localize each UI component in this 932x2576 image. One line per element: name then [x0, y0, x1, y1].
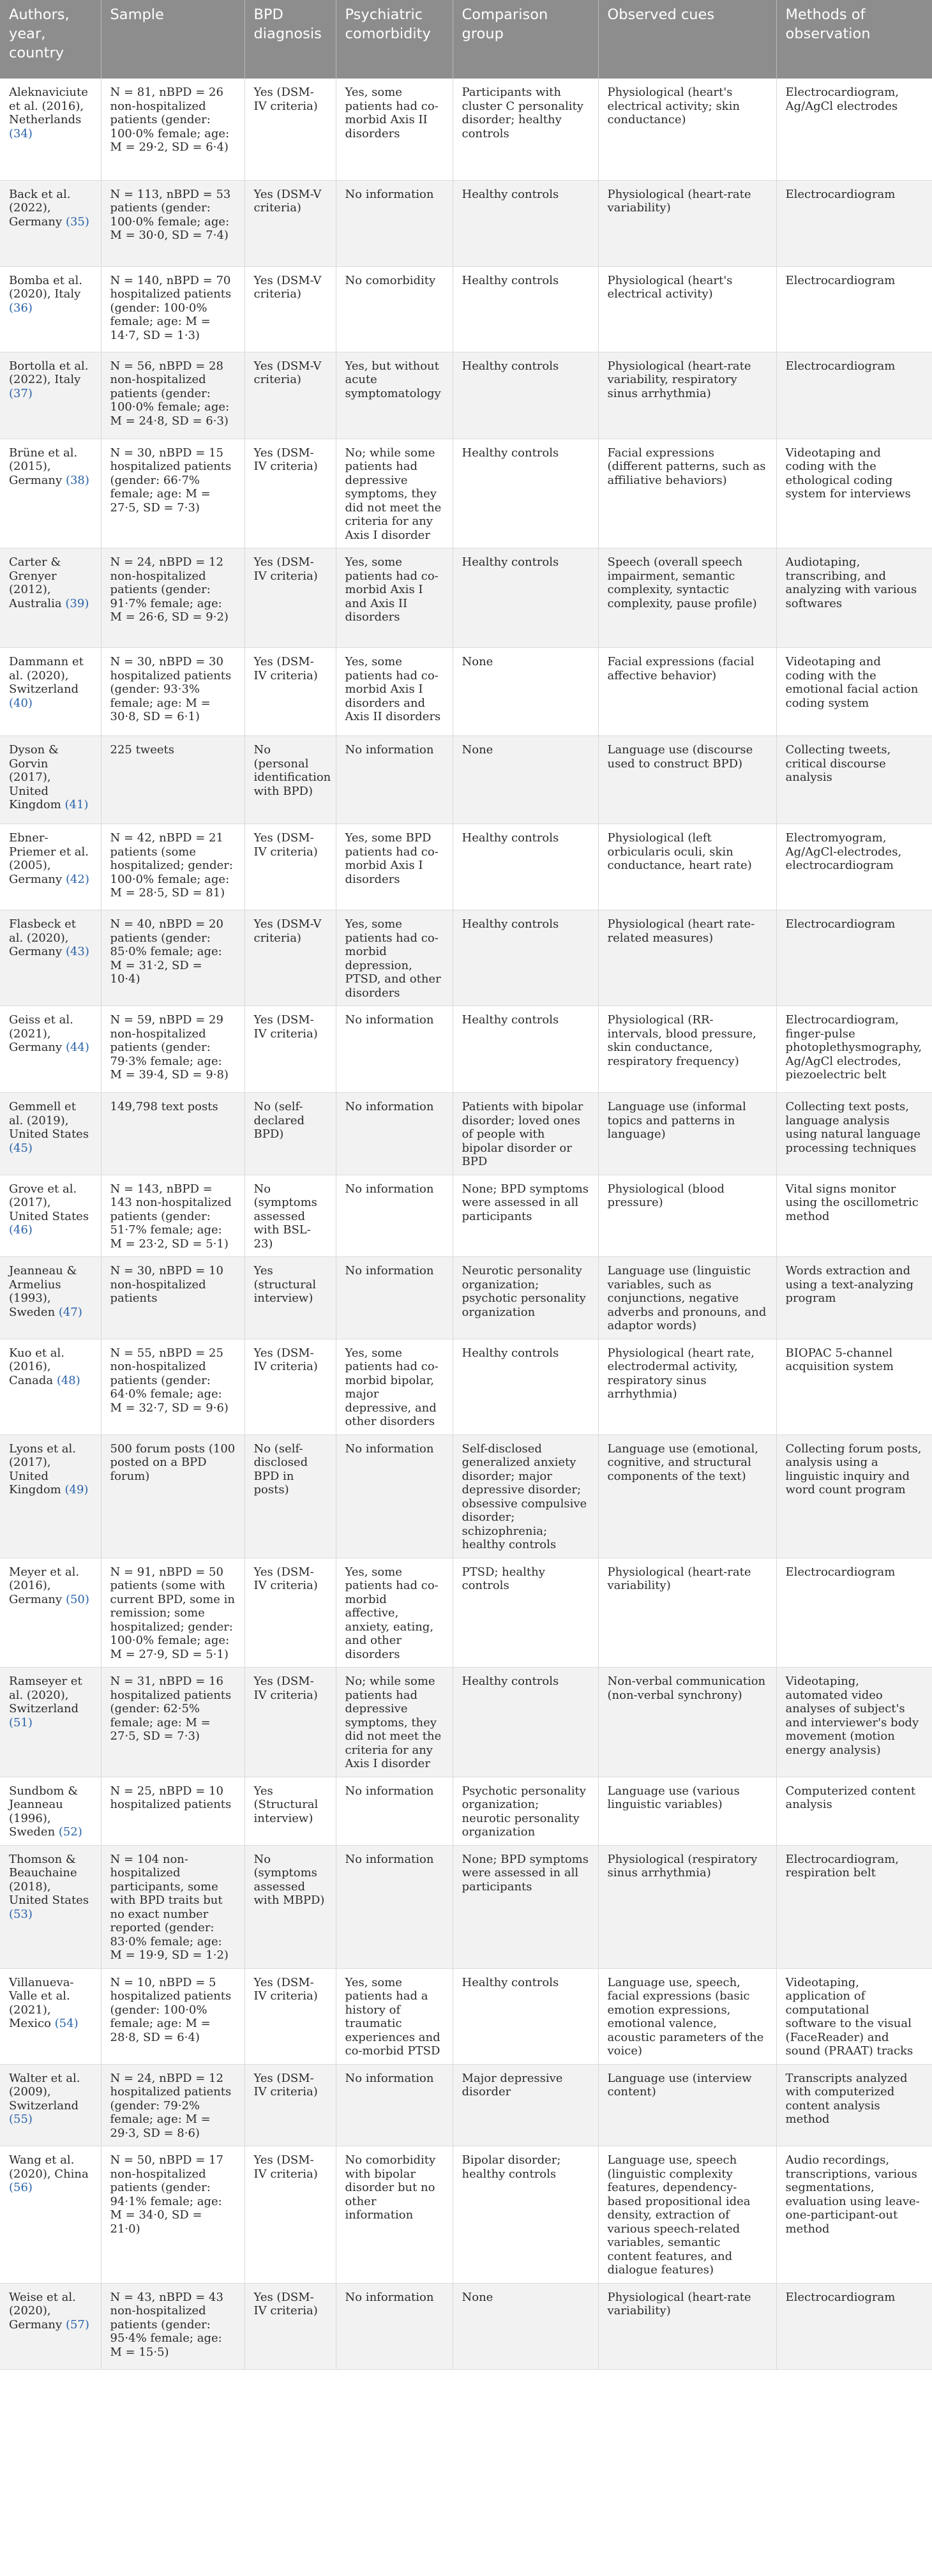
author-citation: Ebner-Priemer et al. (2005), Germany [9, 831, 89, 886]
author-citation: Kuo et al. (2016), Canada [9, 1346, 65, 1387]
cell-methods-of-observation: Computerized content analysis [776, 1777, 932, 1845]
cell-sample: N = 59, nBPD = 29 non-hospitalized patients (gender: 79·3% female; age: M = 39·4, SD = 9·8) [101, 1006, 244, 1093]
cell-bpd-diagnosis: Yes (DSM-IV criteria) [244, 2064, 336, 2146]
cell-bpd-diagnosis: Yes (Structural interview) [244, 1777, 336, 1845]
cell-sample: N = 24, nBPD = 12 non-hospitalized patients (gender: 91·7% female; age: M = 26·6, SD = 9·2) [101, 548, 244, 648]
cell-psychiatric-comorbidity: No information [336, 2064, 453, 2146]
author-citation: Carter & Grenyer (2012), Australia [9, 555, 62, 610]
cell-observed-cues: Language use (various linguistic variables) [598, 1777, 776, 1845]
cell-methods-of-observation: Collecting tweets, critical discourse analysis [776, 736, 932, 824]
cell-observed-cues: Language use (linguistic variables, such as conjunctions, negative adverbs and pronouns, and adaptor words) [598, 1257, 776, 1339]
cell-observed-cues: Language use, speech (linguistic complexity features, dependency-based propositional idea density, extraction of various speech-related variables, semantic content features, and dialogue features) [598, 2146, 776, 2284]
cell-methods-of-observation: Collecting forum posts, analysis using a linguistic inquiry and word count program [776, 1435, 932, 1558]
cell-observed-cues: Physiological (RR-intervals, blood pressure, skin conductance, respiratory frequency) [598, 1006, 776, 1093]
author-citation: Gemmell et al. (2019), United States [9, 1100, 89, 1141]
table-row [0, 180, 932, 266]
reference-link[interactable]: (44) [65, 1041, 89, 1054]
cell-bpd-diagnosis: No (symptoms assessed with MBPD) [244, 1845, 336, 1968]
cell-observed-cues: Language use, speech, facial expressions (basic emotion expressions, emotional valence, acoustic parameters of the voice) [598, 1968, 776, 2064]
cell-bpd-diagnosis: Yes (DSM-IV criteria) [244, 79, 336, 180]
cell-bpd-diagnosis: Yes (DSM-V criteria) [244, 266, 336, 352]
reference-link[interactable]: (53) [9, 1907, 33, 1921]
cell-comparison-group: Healthy controls [453, 1668, 598, 1777]
table-row [0, 2064, 932, 2146]
cell-methods-of-observation: Transcripts analyzed with computerized content analysis method [776, 2064, 932, 2146]
cell-comparison-group: Healthy controls [453, 824, 598, 910]
table-row [0, 2283, 932, 2369]
cell-authors [0, 266, 101, 352]
cell-authors [0, 180, 101, 266]
author-citation: Dyson & Gorvin (2017), United Kingdom [9, 743, 61, 811]
cell-methods-of-observation: Videotaping, application of computational software to the visual (FaceReader) and sound (PRAAT) tracks [776, 1968, 932, 2064]
reference-link[interactable]: (51) [9, 1715, 33, 1729]
table-row [0, 1339, 932, 1435]
cell-comparison-group: None; BPD symptoms were assessed in all participants [453, 1845, 598, 1968]
cell-sample: N = 140, nBPD = 70 hospitalized patients (gender: 100·0% female; age: M = 14·7, SD = 1·3) [101, 266, 244, 352]
author-citation: Geiss et al. (2021), Germany [9, 1013, 73, 1054]
header-observed-cues: Observed cues [598, 0, 776, 79]
cell-methods-of-observation: Audio recordings, transcriptions, various segmentations, evaluation using leave-one-participant-out method [776, 2146, 932, 2284]
cell-psychiatric-comorbidity: Yes, some patients had co-morbid depression, PTSD, and other disorders [336, 910, 453, 1006]
cell-observed-cues: Physiological (blood pressure) [598, 1175, 776, 1257]
reference-link[interactable]: (42) [65, 872, 89, 886]
reference-link[interactable]: (50) [65, 1592, 89, 1606]
author-citation: Jeanneau & Armelius (1993), Sweden [9, 1264, 77, 1319]
cell-psychiatric-comorbidity: No information [336, 1777, 453, 1845]
author-citation: Bortolla et al. (2022), Italy [9, 359, 89, 386]
cell-bpd-diagnosis: No (self-disclosed BPD in posts) [244, 1435, 336, 1558]
cell-observed-cues: Physiological (heart-rate variability) [598, 180, 776, 266]
cell-authors [0, 1006, 101, 1093]
cell-bpd-diagnosis: Yes (DSM-IV criteria) [244, 548, 336, 648]
header-bpd-diagnosis: BPD diagnosis [244, 0, 336, 79]
cell-authors [0, 1339, 101, 1435]
cell-comparison-group: Healthy controls [453, 439, 598, 548]
cell-methods-of-observation: Electrocardiogram [776, 266, 932, 352]
cell-sample: N = 113, nBPD = 53 patients (gender: 100·0% female; age: M = 30·0, SD = 7·4) [101, 180, 244, 266]
cell-sample: N = 24, nBPD = 12 hospitalized patients (gender: 79·2% female; age: M = 29·3, SD = 8·6) [101, 2064, 244, 2146]
cell-sample: 225 tweets [101, 736, 244, 824]
author-citation: Aleknaviciute et al. (2016), Netherlands [9, 86, 88, 126]
cell-comparison-group: Healthy controls [453, 910, 598, 1006]
table-row [0, 1845, 932, 1968]
cell-methods-of-observation: Electrocardiogram, respiration belt [776, 1845, 932, 1968]
table-row [0, 910, 932, 1006]
reference-link[interactable]: (48) [56, 1373, 80, 1387]
reference-link[interactable]: (40) [9, 696, 33, 710]
author-citation: Dammann et al. (2020), Switzerland [9, 655, 84, 696]
cell-bpd-diagnosis: Yes (DSM-V criteria) [244, 910, 336, 1006]
author-citation: Brüne et al. (2015), Germany [9, 446, 78, 487]
reference-link[interactable]: (37) [9, 386, 33, 400]
cell-bpd-diagnosis: No (symptoms assessed with BSL-23) [244, 1175, 336, 1257]
header-psychiatric-comorbidity: Psychiatric comorbidity [336, 0, 453, 79]
cell-psychiatric-comorbidity: Yes, some patients had co-morbid Axis I disorders and Axis II disorders [336, 648, 453, 736]
cell-sample: N = 55, nBPD = 25 non-hospitalized patients (gender: 64·0% female; age: M = 32·7, SD = 9·6) [101, 1339, 244, 1435]
cell-authors [0, 352, 101, 439]
cell-observed-cues: Non-verbal communication (non-verbal synchrony) [598, 1668, 776, 1777]
author-citation: Weise et al. (2020), Germany [9, 2290, 76, 2331]
cell-psychiatric-comorbidity: No information [336, 1845, 453, 1968]
cell-methods-of-observation: Electrocardiogram [776, 180, 932, 266]
cell-comparison-group: None; BPD symptoms were assessed in all participants [453, 1175, 598, 1257]
cell-authors [0, 824, 101, 910]
table-row [0, 1435, 932, 1558]
cell-authors [0, 1668, 101, 1777]
cell-authors [0, 1558, 101, 1668]
cell-observed-cues: Physiological (respiratory sinus arrhythmia) [598, 1845, 776, 1968]
cell-psychiatric-comorbidity: Yes, but without acute symptomatology [336, 352, 453, 439]
cell-authors [0, 1845, 101, 1968]
cell-psychiatric-comorbidity: No information [336, 1435, 453, 1558]
cell-comparison-group: None [453, 648, 598, 736]
cell-authors [0, 79, 101, 180]
cell-comparison-group: Bipolar disorder; healthy controls [453, 2146, 598, 2284]
table-row [0, 266, 932, 352]
author-citation: Villanueva-Valle et al. (2021), Mexico [9, 1975, 74, 2030]
table-row [0, 1257, 932, 1339]
cell-comparison-group: Healthy controls [453, 1339, 598, 1435]
cell-psychiatric-comorbidity: No; while some patients had depressive symptoms, they did not meet the criteria for any Axis I disorder [336, 1668, 453, 1777]
table-row [0, 648, 932, 736]
cell-comparison-group: Healthy controls [453, 1968, 598, 2064]
cell-bpd-diagnosis: Yes (DSM-IV criteria) [244, 1558, 336, 1668]
author-citation: Ramseyer et al. (2020), Switzerland [9, 1675, 82, 1715]
cell-authors [0, 910, 101, 1006]
cell-methods-of-observation: Electrocardiogram, finger-pulse photoplethysmography, Ag/AgCl electrodes, piezoelectric belt [776, 1006, 932, 1093]
cell-bpd-diagnosis: Yes (DSM-V criteria) [244, 352, 336, 439]
cell-comparison-group: Healthy controls [453, 352, 598, 439]
cell-bpd-diagnosis: Yes (DSM-IV criteria) [244, 648, 336, 736]
table-row [0, 1093, 932, 1175]
table-row [0, 1777, 932, 1845]
cell-bpd-diagnosis: Yes (DSM-IV criteria) [244, 439, 336, 548]
cell-sample: N = 40, nBPD = 20 patients (gender: 85·0% female; age: M = 31·2, SD = 10·4) [101, 910, 244, 1006]
cell-sample: N = 42, nBPD = 21 patients (some hospitalized; gender: 100·0% female; age: M = 28·5, SD = 81) [101, 824, 244, 910]
cell-bpd-diagnosis: Yes (DSM-IV criteria) [244, 1339, 336, 1435]
cell-psychiatric-comorbidity: No information [336, 1093, 453, 1175]
cell-methods-of-observation: Videotaping and coding with the ethological coding system for interviews [776, 439, 932, 548]
header-sample: Sample [101, 0, 244, 79]
cell-methods-of-observation: Vital signs monitor using the oscillometric method [776, 1175, 932, 1257]
author-citation: Meyer et al. (2016), Germany [9, 1565, 80, 1606]
cell-comparison-group: Self-disclosed generalized anxiety disorder; major depressive disorder; obsessive compulsive disorder; schizophrenia; healthy controls [453, 1435, 598, 1558]
cell-observed-cues: Physiological (heart-rate variability) [598, 1558, 776, 1668]
cell-sample: N = 91, nBPD = 50 patients (some with current BPD, some in remission; some hospitalized; gender: 100·0% female; age: M = 27·9, SD = 5·1) [101, 1558, 244, 1668]
table-row [0, 824, 932, 910]
cell-comparison-group: Healthy controls [453, 266, 598, 352]
cell-methods-of-observation: Audiotaping, transcribing, and analyzing with various softwares [776, 548, 932, 648]
cell-sample: N = 81, nBPD = 26 non-hospitalized patients (gender: 100·0% female; age: M = 29·2, SD = 6·4) [101, 79, 244, 180]
cell-authors [0, 1093, 101, 1175]
cell-methods-of-observation: Electromyogram, Ag/AgCl-electrodes, electrocardiogram [776, 824, 932, 910]
cell-authors [0, 2283, 101, 2369]
cell-psychiatric-comorbidity: No; while some patients had depressive symptoms, they did not meet the criteria for any Axis I disorder [336, 439, 453, 548]
reference-link[interactable]: (56) [9, 2181, 33, 2194]
cell-methods-of-observation: BIOPAC 5-channel acquisition system [776, 1339, 932, 1435]
table-header-row [0, 0, 932, 79]
header-authors: Authors, year, country [0, 0, 101, 79]
cell-methods-of-observation: Videotaping and coding with the emotional facial action coding system [776, 648, 932, 736]
cell-observed-cues: Physiological (heart's electrical activity; skin conductance) [598, 79, 776, 180]
cell-sample: N = 30, nBPD = 30 hospitalized patients (gender: 93·3% female; age: M = 30·8, SD = 6·1) [101, 648, 244, 736]
cell-methods-of-observation: Electrocardiogram [776, 1558, 932, 1668]
cell-comparison-group: Patients with bipolar disorder; loved ones of people with bipolar disorder or BPD [453, 1093, 598, 1175]
cell-bpd-diagnosis: Yes (DSM-IV criteria) [244, 1968, 336, 2064]
cell-authors [0, 548, 101, 648]
cell-psychiatric-comorbidity: Yes, some patients had co-morbid bipolar, major depressive, and other disorders [336, 1339, 453, 1435]
cell-observed-cues: Physiological (heart rate-related measures) [598, 910, 776, 1006]
cell-sample: 149,798 text posts [101, 1093, 244, 1175]
cell-sample: N = 30, nBPD = 15 hospitalized patients (gender: 66·7% female; age: M = 27·5, SD = 7·3) [101, 439, 244, 548]
cell-psychiatric-comorbidity: No comorbidity [336, 266, 453, 352]
table-row [0, 439, 932, 548]
cell-sample: N = 56, nBPD = 28 non-hospitalized patients (gender: 100·0% female; age: M = 24·8, SD = 6·3) [101, 352, 244, 439]
table-row [0, 352, 932, 439]
reference-link[interactable]: (34) [9, 126, 33, 140]
cell-authors [0, 439, 101, 548]
cell-methods-of-observation: Videotaping, automated video analyses of subject's and interviewer's body movement (motion energy analysis) [776, 1668, 932, 1777]
cell-methods-of-observation: Electrocardiogram [776, 352, 932, 439]
cell-sample: 500 forum posts (100 posted on a BPD forum) [101, 1435, 244, 1558]
reference-link[interactable]: (43) [65, 945, 89, 958]
reference-link[interactable]: (36) [9, 301, 33, 315]
cell-psychiatric-comorbidity: Yes, some patients had co-morbid Axis I and Axis II disorders [336, 548, 453, 648]
cell-observed-cues: Language use (discourse used to construct BPD) [598, 736, 776, 824]
cell-comparison-group: Neurotic personality organization; psychotic personality organization [453, 1257, 598, 1339]
cell-authors [0, 1777, 101, 1845]
cell-comparison-group: None [453, 736, 598, 824]
author-citation: Walter et al. (2009), Switzerland [9, 2071, 80, 2113]
table-row [0, 548, 932, 648]
cell-methods-of-observation: Electrocardiogram [776, 2283, 932, 2369]
cell-authors [0, 1175, 101, 1257]
cell-observed-cues: Language use (interview content) [598, 2064, 776, 2146]
cell-psychiatric-comorbidity: No comorbidity with bipolar disorder but no other information [336, 2146, 453, 2284]
author-citation: Wang et al. (2020), China [9, 2153, 89, 2181]
cell-bpd-diagnosis: Yes (structural interview) [244, 1257, 336, 1339]
cell-observed-cues: Speech (overall speech impairment, semantic complexity, syntactic complexity, pause profile) [598, 548, 776, 648]
cell-observed-cues: Physiological (heart-rate variability, respiratory sinus arrhythmia) [598, 352, 776, 439]
reference-link[interactable]: (54) [54, 2017, 79, 2030]
cell-bpd-diagnosis: Yes (DSM-IV criteria) [244, 1006, 336, 1093]
header-methods-of-observation: Methods of observation [776, 0, 932, 79]
table-row [0, 1175, 932, 1257]
cell-observed-cues: Language use (informal topics and patterns in language) [598, 1093, 776, 1175]
cell-methods-of-observation: Collecting text posts, language analysis using natural language processing techniques [776, 1093, 932, 1175]
cell-observed-cues: Facial expressions (facial affective behavior) [598, 648, 776, 736]
cell-psychiatric-comorbidity: Yes, some BPD patients had co-morbid Axis I disorders [336, 824, 453, 910]
cell-psychiatric-comorbidity: Yes, some patients had co-morbid Axis II disorders [336, 79, 453, 180]
cell-bpd-diagnosis: Yes (DSM-IV criteria) [244, 2283, 336, 2369]
table-row [0, 2146, 932, 2284]
cell-psychiatric-comorbidity: No information [336, 1175, 453, 1257]
cell-observed-cues: Physiological (left orbicularis oculi, skin conductance, heart rate) [598, 824, 776, 910]
reference-link[interactable]: (46) [9, 1223, 33, 1237]
table-row [0, 1558, 932, 1668]
cell-comparison-group: PTSD; healthy controls [453, 1558, 598, 1668]
reference-link[interactable]: (55) [9, 2113, 33, 2126]
reference-link[interactable]: (47) [58, 1305, 82, 1319]
reference-link[interactable]: (35) [65, 215, 89, 229]
cell-comparison-group: Major depressive disorder [453, 2064, 598, 2146]
cell-comparison-group: Psychotic personality organization; neurotic personality organization [453, 1777, 598, 1845]
cell-authors [0, 1435, 101, 1558]
cell-sample: N = 143, nBPD = 143 non-hospitalized patients (gender: 51·7% female; age: M = 23·2, SD = 5·1) [101, 1175, 244, 1257]
cell-comparison-group: None [453, 2283, 598, 2369]
cell-sample: N = 104 non-hospitalized participants, some with BPD traits but no exact number reported (gender: 83·0% female; age: M = 19·9, SD = 1·2) [101, 1845, 244, 1968]
reference-link[interactable]: (38) [65, 473, 89, 487]
cell-psychiatric-comorbidity: No information [336, 1006, 453, 1093]
cell-authors [0, 1968, 101, 2064]
author-citation: Bomba et al. (2020), Italy [9, 273, 82, 301]
table-row [0, 79, 932, 180]
cell-authors [0, 2064, 101, 2146]
cell-observed-cues: Physiological (heart rate, electrodermal activity, respiratory sinus arrhythmia) [598, 1339, 776, 1435]
author-citation: Thomson & Beauchaine (2018), United States [9, 1852, 89, 1907]
header-comparison-group: Comparison group [453, 0, 598, 79]
reference-link[interactable]: (41) [64, 798, 89, 811]
table-row [0, 1006, 932, 1093]
cell-bpd-diagnosis: Yes (DSM-IV criteria) [244, 2146, 336, 2284]
table-row [0, 1968, 932, 2064]
cell-bpd-diagnosis: No (self-declared BPD) [244, 1093, 336, 1175]
cell-observed-cues: Physiological (heart's electrical activity) [598, 266, 776, 352]
cell-comparison-group: Healthy controls [453, 548, 598, 648]
cell-sample: N = 31, nBPD = 16 hospitalized patients (gender: 62·5% female; age: M = 27·5, SD = 7·3) [101, 1668, 244, 1777]
cell-comparison-group: Participants with cluster C personality disorder; healthy controls [453, 79, 598, 180]
cell-observed-cues: Language use (emotional, cognitive, and structural components of the text) [598, 1435, 776, 1558]
cell-psychiatric-comorbidity: No information [336, 1257, 453, 1339]
reference-link[interactable]: (52) [58, 1825, 82, 1839]
cell-sample: N = 50, nBPD = 17 non-hospitalized patients (gender: 94·1% female; age: M = 34·0, SD = 21·0) [101, 2146, 244, 2284]
reference-link[interactable]: (39) [65, 596, 89, 610]
author-citation: Back et al. (2022), Germany [9, 187, 71, 229]
cell-bpd-diagnosis: Yes (DSM-V criteria) [244, 180, 336, 266]
cell-sample: N = 25, nBPD = 10 hospitalized patients [101, 1777, 244, 1845]
cell-sample: N = 43, nBPD = 43 non-hospitalized patients (gender: 95·4% female; age: M = 15·5) [101, 2283, 244, 2369]
cell-authors [0, 2146, 101, 2284]
cell-bpd-diagnosis: Yes (DSM-IV criteria) [244, 1668, 336, 1777]
reference-link[interactable]: (49) [64, 1483, 89, 1496]
table-row [0, 1668, 932, 1777]
author-citation: Sundbom & Jeanneau (1996), Sweden [9, 1784, 79, 1839]
cell-psychiatric-comorbidity: Yes, some patients had a history of traumatic experiences and co-morbid PTSD [336, 1968, 453, 2064]
cell-psychiatric-comorbidity: No information [336, 736, 453, 824]
cell-authors [0, 736, 101, 824]
cell-psychiatric-comorbidity: Yes, some patients had co-morbid affective, anxiety, eating, and other disorders [336, 1558, 453, 1668]
cell-sample: N = 10, nBPD = 5 hospitalized patients (gender: 100·0% female; age: M = 28·8, SD = 6·4) [101, 1968, 244, 2064]
cell-comparison-group: Healthy controls [453, 1006, 598, 1093]
cell-bpd-diagnosis: No (personal identification with BPD) [244, 736, 336, 824]
cell-observed-cues: Physiological (heart-rate variability) [598, 2283, 776, 2369]
cell-authors [0, 1257, 101, 1339]
table-row [0, 736, 932, 824]
author-citation: Grove et al. (2017), United States [9, 1182, 89, 1223]
cell-sample: N = 30, nBPD = 10 non-hospitalized patients [101, 1257, 244, 1339]
cell-methods-of-observation: Words extraction and using a text-analyzing program [776, 1257, 932, 1339]
cell-observed-cues: Facial expressions (different patterns, such as affiliative behaviors) [598, 439, 776, 548]
author-citation: Flasbeck et al. (2020), Germany [9, 917, 76, 958]
cell-methods-of-observation: Electrocardiogram, Ag/AgCl electrodes [776, 79, 932, 180]
cell-bpd-diagnosis: Yes (DSM-IV criteria) [244, 824, 336, 910]
cell-psychiatric-comorbidity: No information [336, 2283, 453, 2369]
cell-comparison-group: Healthy controls [453, 180, 598, 266]
cell-authors [0, 648, 101, 736]
cell-psychiatric-comorbidity: No information [336, 180, 453, 266]
cell-methods-of-observation: Electrocardiogram [776, 910, 932, 1006]
reference-link[interactable]: (57) [65, 2317, 89, 2331]
author-citation: Lyons et al. (2017), United Kingdom [9, 1442, 77, 1496]
reference-link[interactable]: (45) [9, 1141, 33, 1155]
